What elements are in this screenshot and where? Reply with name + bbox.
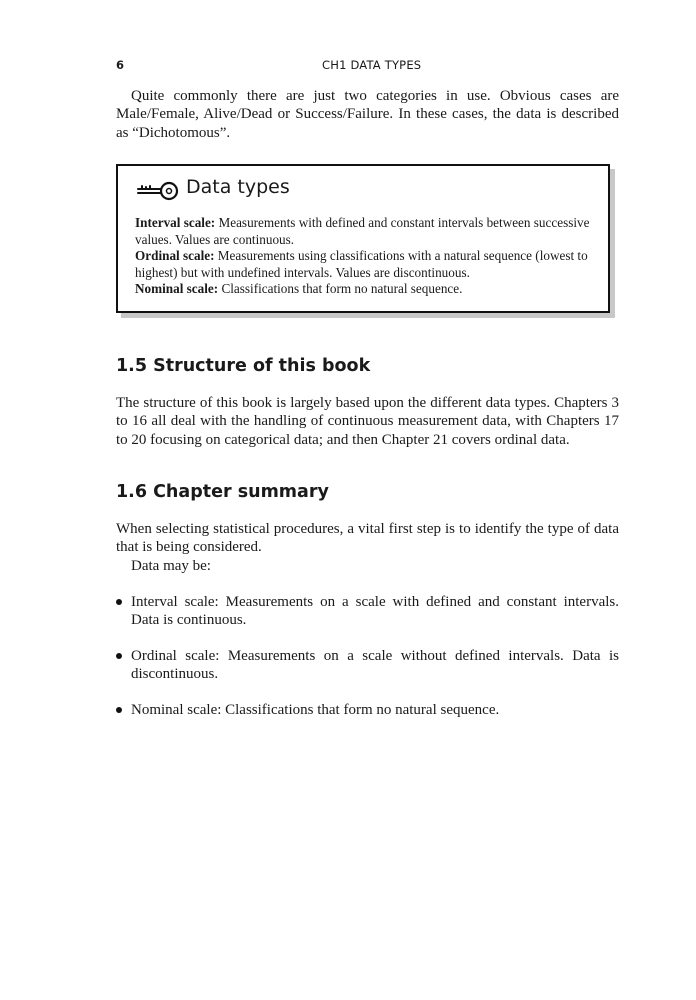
bullet-icon [116, 707, 122, 713]
data-types-box [116, 164, 610, 313]
bullet-icon [116, 599, 122, 605]
box-item-interval [135, 215, 596, 248]
summary-paragraph: When selecting statistical procedures, a vital first step is to identify the type of data that is being considered. [116, 521, 619, 556]
list-item [116, 701, 619, 719]
key-icon [136, 180, 180, 202]
box-item-term: Interval scale: [135, 215, 216, 230]
list-item [116, 647, 619, 684]
section-heading-1-6: 1.6 Chapter summary [116, 482, 329, 502]
bullet-icon [116, 653, 122, 659]
list-item-text: Nominal scale: Classifications that form no natural sequence. [131, 702, 500, 719]
box-item-term: Nominal scale: [135, 281, 219, 297]
box-body [135, 215, 596, 298]
box-item-text: Measurements with defined and constant intervals between successive values. Values are continuous. [135, 215, 590, 247]
running-head [116, 58, 619, 74]
list-item [116, 593, 619, 630]
box-title: Data types [186, 176, 290, 198]
page-number: 6 [116, 58, 125, 72]
box-item-nominal [135, 281, 596, 298]
section-heading-1-5: 1.5 Structure of this book [116, 356, 371, 376]
box-item-ordinal [135, 248, 596, 281]
chapter-label: CH1 DATA TYPES [322, 58, 422, 72]
intro-paragraph: Quite commonly there are just two categories in use. Obvious cases are Male/Female, Alive/Dead or Success/Failure. In these cases, the data is described as “Dichotomous”. [116, 88, 619, 141]
summary-lead: Data may be: [131, 558, 211, 574]
box-item-term: Ordinal scale: [135, 248, 215, 264]
structure-paragraph: The structure of this book is largely based upon the different data types. Chapters 3 to 16 all deal with the handling of continuous measurement data, with Chapters 17 to 20 focusing on categorical data; and then Chapter 21 covers ordinal data. [116, 395, 619, 448]
list-item-text: Interval scale: Measurements on a scale with defined and constant intervals. Data is continuous. [131, 594, 619, 629]
summary-bullet-list [116, 593, 619, 737]
list-item-text: Ordinal scale: Measurements on a scale without defined intervals. Data is discontinuous. [131, 648, 619, 683]
box-item-text: Classifications that form no natural sequence. [218, 281, 463, 297]
box-item-text: Measurements using classifications with a natural sequence (lowest to highest) but with undefined intervals. Values are discontinuous. [135, 248, 588, 280]
